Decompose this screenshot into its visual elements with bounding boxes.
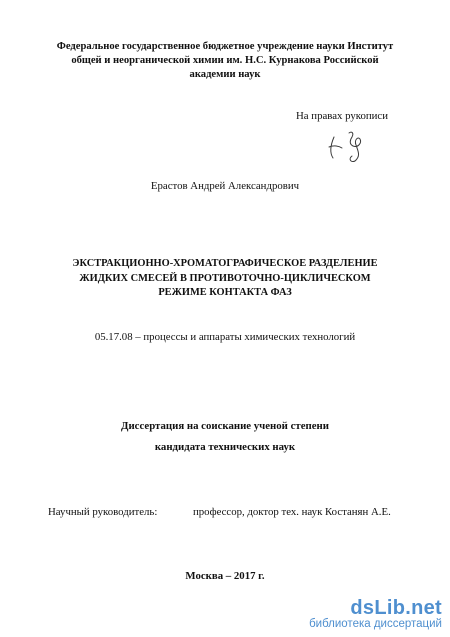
watermark-subtitle: библиотека диссертаций xyxy=(309,618,442,630)
watermark-logo: dsLib.net xyxy=(350,597,442,619)
title-line: ЖИДКИХ СМЕСЕЙ В ПРОТИВОТОЧНО-ЦИКЛИЧЕСКОМ xyxy=(79,272,371,284)
watermark xyxy=(309,598,442,631)
dissertation-title xyxy=(30,257,420,301)
author-name: Ерастов Андрей Александрович xyxy=(150,180,300,192)
handwritten-signature xyxy=(325,128,373,164)
institution-line: академии наук xyxy=(189,69,261,80)
degree-line: кандидата технических наук xyxy=(154,441,296,453)
supervisor-name: профессор, доктор тех. наук Костанян А.Е. xyxy=(193,506,391,518)
institution-name xyxy=(30,40,420,82)
degree-line: Диссертация на соискание ученой степени xyxy=(121,420,329,432)
specialty-code: 05.17.08 – процессы и аппараты химических технологий xyxy=(94,331,356,343)
title-line: РЕЖИМЕ КОНТАКТА ФАЗ xyxy=(158,287,292,298)
supervisor-label: Научный руководитель: xyxy=(48,506,158,518)
institution-line: общей и неорганической химии им. Н.С. Курнакова Российской xyxy=(71,55,379,66)
institution-line: Федеральное государственное бюджетное учреждение науки Институт xyxy=(56,41,394,52)
manuscript-rights-note: На правах рукописи xyxy=(296,110,388,122)
title-line: ЭКСТРАКЦИОННО-ХРОМАТОГРАФИЧЕСКОЕ РАЗДЕЛЕНИЕ xyxy=(72,258,378,269)
city-year: Москва – 2017 г. xyxy=(185,570,265,582)
degree-statement xyxy=(0,420,450,453)
